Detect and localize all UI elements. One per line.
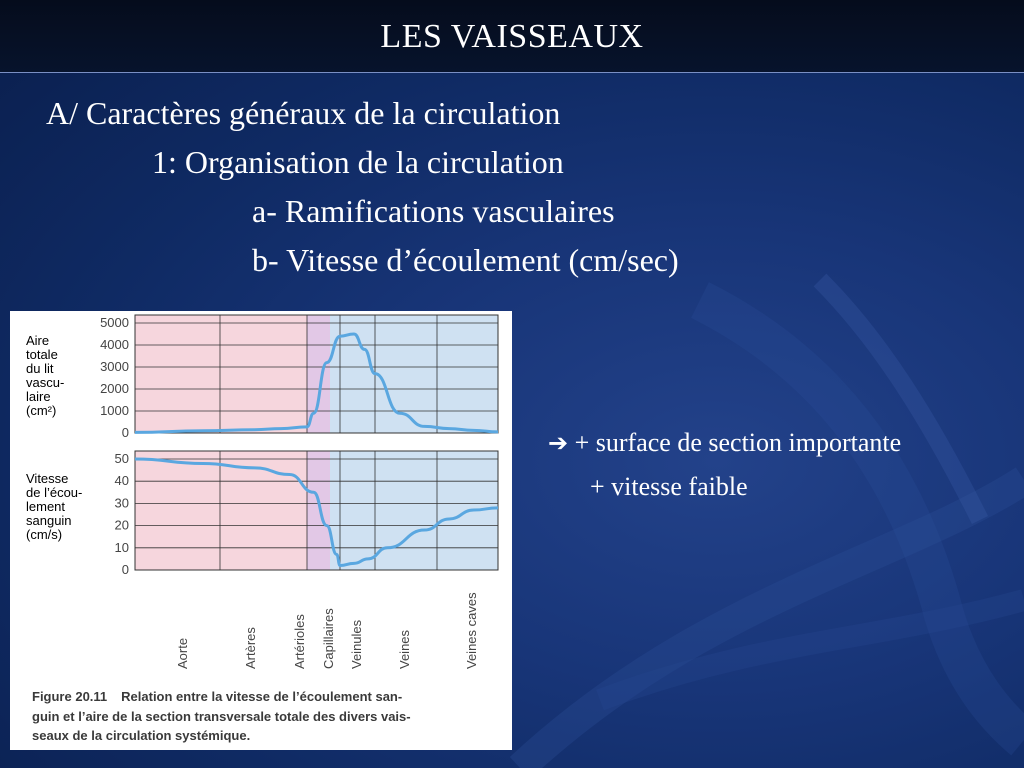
outline-level-3b: b- Vitesse d’écoulement (cm/sec) (252, 242, 679, 278)
y-label-top-line-5: laire (26, 389, 51, 404)
caption-label: Figure 20.11 (32, 689, 108, 704)
y-label-bottom (26, 471, 86, 542)
arterial-band-bottom (135, 451, 307, 570)
y-label-top (26, 333, 68, 418)
capillary-band-bottom (307, 451, 330, 570)
caption-text-1: Relation entre la vitesse de l’écoulement san- (121, 689, 403, 704)
y-tick-top-0: 0 (121, 425, 129, 440)
y-tick-bottom-5: 50 (114, 451, 129, 466)
y-tick-bottom-4: 40 (114, 473, 129, 489)
x-category-3: Capillaires (321, 608, 336, 669)
y-tick-top-1: 1000 (100, 403, 129, 418)
y-tick-bottom-1: 10 (114, 539, 129, 555)
y-tick-bottom-0: 0 (121, 562, 129, 577)
x-category-4: Veinules (349, 619, 364, 669)
figure-caption (32, 689, 411, 743)
y-tick-bottom-2: 20 (114, 517, 129, 533)
y-label-bottom-line-5: (cm/s) (26, 527, 63, 542)
figure-svg (10, 311, 512, 750)
y-ticks-top (100, 315, 129, 440)
y-tick-bottom-3: 30 (114, 495, 129, 511)
y-label-bottom-line-2: de l’écou- (26, 485, 83, 500)
chart-area-bottom (26, 451, 498, 577)
slide-title: LES VAISSEAUX (380, 18, 644, 55)
note-line-2: + vitesse faible (590, 472, 748, 501)
note-text-1: + surface de section importante (574, 428, 902, 457)
x-category-1: Artères (243, 627, 258, 669)
caption-line-3: seaux de la circulation systémique. (32, 728, 251, 743)
y-ticks-bottom (115, 451, 129, 577)
y-label-bottom-line-4: sanguin (26, 513, 72, 528)
x-category-0: Aorte (175, 637, 190, 669)
caption-line-2: guin et l’aire de la section transversale totale des divers vais- (32, 709, 411, 724)
outline-level-1: A/ Caractères généraux de la circulation (46, 95, 561, 131)
x-category-5: Veines (397, 629, 412, 669)
outline-level-3a: a- Ramifications vasculaires (252, 193, 615, 229)
y-label-top-line-2: totale (26, 347, 58, 362)
y-tick-top-3: 3000 (100, 359, 129, 374)
y-tick-top-4: 4000 (100, 337, 129, 352)
chart-area-top (26, 315, 498, 440)
y-label-top-line-6: (cm²) (26, 403, 57, 418)
outline-level-2: 1: Organisation de la circulation (152, 144, 564, 180)
y-label-top-line-1: Aire (26, 333, 50, 348)
y-label-bottom-line-1: Vitesse (26, 471, 69, 486)
x-category-labels (175, 592, 479, 669)
figure-panel (10, 311, 512, 750)
x-category-2: Artérioles (292, 614, 307, 669)
y-label-bottom-line-3: lement (26, 499, 66, 514)
note-line-1 (548, 428, 901, 458)
right-arrow-icon: ➔ (548, 429, 569, 457)
caption-line-1 (32, 689, 402, 704)
y-label-top-line-3: du lit (26, 361, 54, 376)
x-category-6: Veines caves (464, 592, 479, 669)
y-tick-top-2: 2000 (100, 381, 129, 396)
y-label-top-line-4: vascu- (26, 375, 65, 390)
y-tick-top-5: 5000 (100, 315, 129, 330)
arterial-band-top (135, 315, 307, 433)
